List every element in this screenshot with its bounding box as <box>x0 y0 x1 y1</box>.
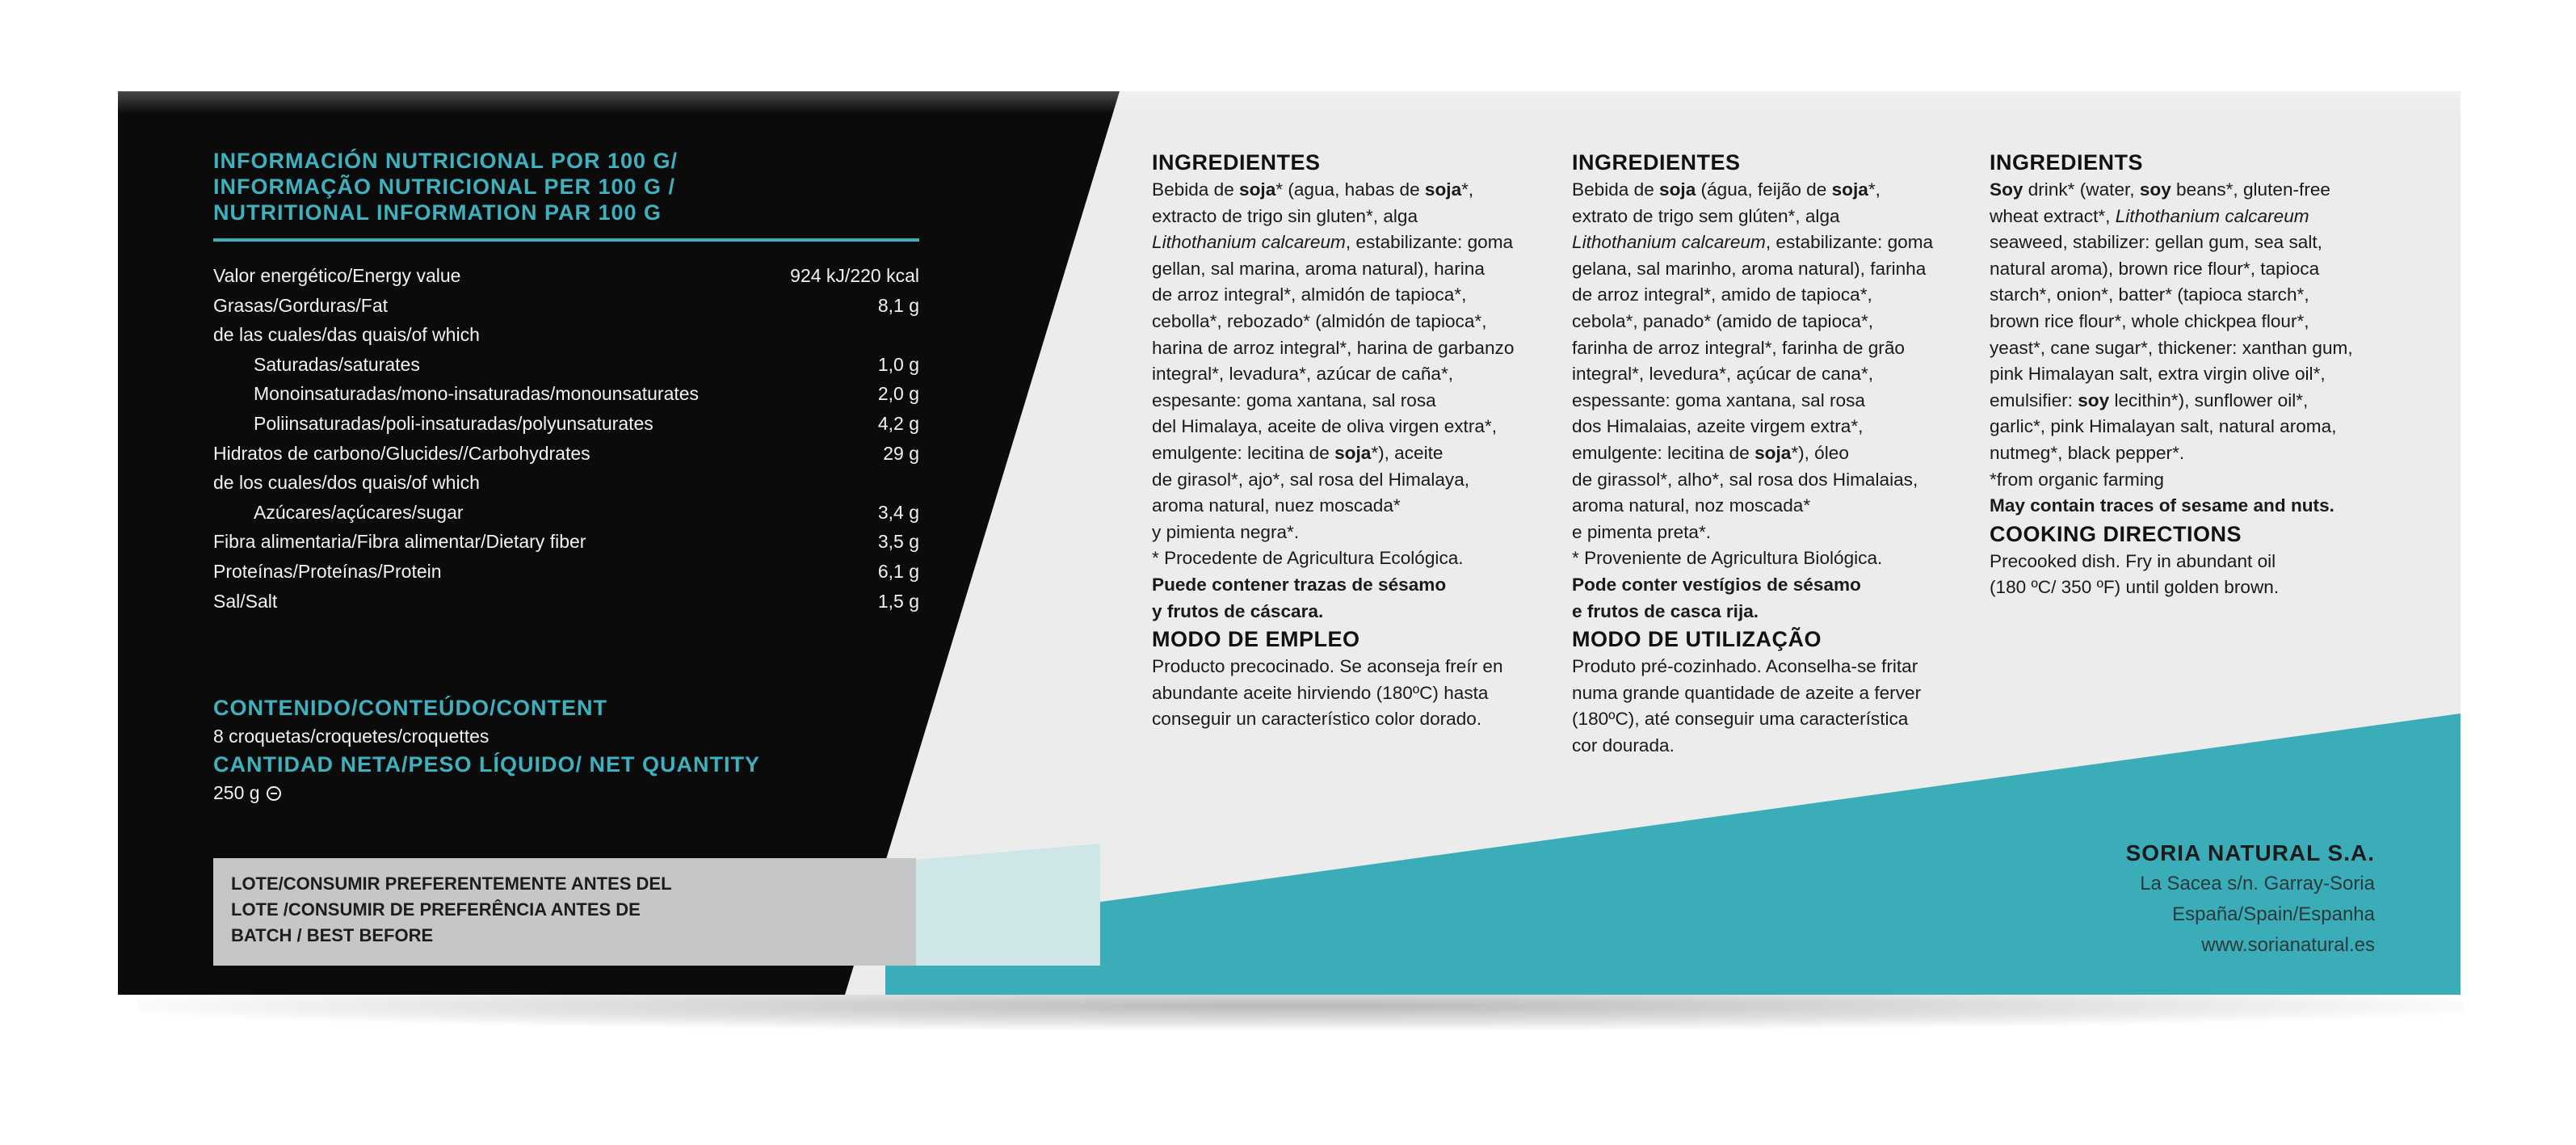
ingredient-segment: (água, feijão de <box>1696 179 1832 200</box>
ingredient-segment: * (agua, habas de <box>1275 179 1425 200</box>
ingredient-segment: y pimienta negra*. <box>1152 521 1300 542</box>
batch-box <box>213 858 916 966</box>
ingredient-segment: integral*, levadura*, azúcar de caña*, <box>1152 364 1454 385</box>
ingredients-column-pt <box>1572 148 1976 759</box>
content-count: 8 croquetas/croquetes/croquettes <box>213 726 490 747</box>
ingredient-bold-segment: soja <box>1239 179 1276 200</box>
ingredients-heading: INGREDIENTES <box>1572 150 1741 175</box>
ingredients-line <box>1152 229 1556 256</box>
nutrition-value: 2,0 g <box>877 383 919 405</box>
ingredients-line <box>1572 282 1976 309</box>
ingredient-segment: , estabilizante: goma <box>1345 232 1514 253</box>
ingredient-segment: emulgente: lecitina de <box>1572 442 1755 463</box>
ingredient-segment: de girasol*, ajo*, sal rosa del Himalaya, <box>1152 469 1470 490</box>
ingredients-line <box>1572 177 1976 204</box>
nutrition-label: de los cuales/dos quais/of which <box>213 472 480 494</box>
ingredient-bold-segment: soja <box>1424 179 1462 200</box>
ingredient-segment: extracto de trigo sin gluten*, alga <box>1152 205 1418 226</box>
ingredient-bold-segment: May contain traces of sesame and nuts. <box>1990 495 2334 516</box>
usage-line: conseguir un característico color dorado. <box>1152 709 1482 730</box>
nutrition-label: Saturadas/saturates <box>254 353 420 375</box>
batch-line: BATCH / BEST BEFORE <box>231 925 434 945</box>
ingredients-line <box>1990 414 2393 440</box>
nutrition-label: Sal/Salt <box>213 590 278 612</box>
nutrition-value: 8,1 g <box>877 294 919 316</box>
ingredients-line <box>1152 361 1556 388</box>
ingredients-line <box>1572 388 1976 415</box>
usage-text <box>1990 549 2393 601</box>
nutrition-label: Grasas/Gorduras/Fat <box>213 294 389 316</box>
ingredients-line <box>1990 229 2393 256</box>
ingredient-bold-segment: Soy <box>1990 179 2023 200</box>
batch-line: LOTE /CONSUMIR DE PREFERÊNCIA ANTES DE <box>231 899 641 920</box>
ingredient-segment: gellan, sal marina, aroma natural), harina <box>1152 258 1485 279</box>
ingredients-line <box>1152 572 1556 599</box>
ingredients-line <box>1990 256 2393 283</box>
ingredients-line <box>1990 440 2393 467</box>
ingredient-segment: cebola*, panado* (amido de tapioca*, <box>1572 310 1874 331</box>
ingredients-line <box>1572 256 1976 283</box>
ingredient-segment: del Himalaya, aceite de oliva virgen extra*, <box>1152 416 1497 437</box>
ingredients-line <box>1990 309 2393 335</box>
nutrition-divider <box>213 238 919 242</box>
ingredient-segment: seaweed, stabilizer: gellan gum, sea salt, <box>1990 232 2322 253</box>
ingredient-bold-segment: Pode conter vestígios de sésamo <box>1572 574 1861 595</box>
ingredient-segment: lecithin*), sunflower oil*, <box>2109 389 2309 410</box>
ingredients-heading: INGREDIENTES <box>1152 150 1321 175</box>
ingredients-line <box>1572 204 1976 230</box>
batch-text <box>231 871 683 949</box>
ingredients-text <box>1572 177 1976 625</box>
ingredient-segment: drink* (water, <box>2023 179 2140 200</box>
ingredient-segment: de arroz integral*, almidón de tapioca*, <box>1152 284 1467 305</box>
usage-text <box>1152 654 1556 733</box>
nutrition-label: Hidratos de carbono/Glucides//Carbohydrates <box>213 442 590 464</box>
net-quantity-row <box>213 779 940 806</box>
nutrition-row <box>213 557 919 587</box>
nutrition-label: Fibra alimentaria/Fibra alimentar/Dietary fiber <box>213 531 586 553</box>
ingredients-line <box>1152 493 1556 520</box>
ingredients-line <box>1152 414 1556 440</box>
ingredient-segment: espessante: goma xantana, sal rosa <box>1572 389 1865 410</box>
nutrition-title-line: NUTRITIONAL INFORMATION PAR 100 G <box>213 200 662 225</box>
nutrition-label: Valor energético/Energy value <box>213 265 461 286</box>
usage-line: (180ºC), até conseguir uma característica <box>1572 709 1909 730</box>
ingredients-line <box>1572 361 1976 388</box>
company-info <box>2126 838 2375 961</box>
ingredients-line <box>1152 545 1556 572</box>
ingredient-segment: *), aceite <box>1371 442 1443 463</box>
ingredient-segment: beans*, gluten-free <box>2170 179 2330 200</box>
ingredients-line <box>1572 309 1976 335</box>
nutrition-value: 4,2 g <box>877 412 919 434</box>
ingredient-segment: *from organic farming <box>1990 469 2164 490</box>
ingredient-segment: Lithothanium calcareum <box>2115 205 2309 226</box>
ingredient-segment: Bebida de <box>1152 179 1240 200</box>
nutrition-title <box>213 148 924 225</box>
usage-line: Produto pré-cozinhado. Aconselha-se fritar <box>1572 656 1918 677</box>
usage-line: Precooked dish. Fry in abundant oil <box>1990 550 2276 571</box>
ingredient-bold-segment: soy <box>2139 179 2171 200</box>
nutrition-label: Azúcares/açúcares/sugar <box>254 501 464 523</box>
ingredient-segment: gelana, sal marinho, aroma natural), farinha <box>1572 258 1927 279</box>
ingredients-line <box>1572 520 1976 546</box>
ingredients-line <box>1990 204 2393 230</box>
nutrition-title-line: INFORMACIÓN NUTRICIONAL POR 100 G/ <box>213 149 679 173</box>
nutrition-value: 6,1 g <box>877 560 919 582</box>
ingredients-column-en <box>1990 148 2393 601</box>
ingredients-line <box>1990 493 2393 520</box>
ingredient-segment: pink Himalayan salt, extra virgin olive oil*, <box>1990 364 2326 385</box>
ingredient-segment: yeast*, cane sugar*, thickener: xanthan gum, <box>1990 337 2353 358</box>
ingredient-segment: emulgente: lecitina de <box>1152 442 1335 463</box>
usage-heading: MODO DE EMPLEO <box>1152 627 1360 652</box>
ingredient-segment: de girassol*, alho*, sal rosa dos Himalaias, <box>1572 469 1918 490</box>
ingredient-segment: starch*, onion*, batter* (tapioca starch*, <box>1990 284 2309 305</box>
ingredients-line <box>1152 599 1556 625</box>
ingredient-segment: Lithothanium calcareum <box>1152 232 1346 253</box>
usage-line: abundante aceite hirviendo (180ºC) hasta <box>1152 682 1489 703</box>
ingredient-segment: garlic*, pink Himalayan salt, natural aroma, <box>1990 416 2337 437</box>
usage-line: cor dourada. <box>1572 735 1675 756</box>
nutrition-row <box>213 350 919 380</box>
ingredients-line <box>1990 177 2393 204</box>
nutrition-row <box>213 379 919 409</box>
nutrition-value: 1,5 g <box>877 590 919 612</box>
ingredient-bold-segment: y frutos de cáscara. <box>1152 600 1324 621</box>
ingredients-line <box>1152 282 1556 309</box>
ingredients-line <box>1572 467 1976 494</box>
ingredient-segment: nutmeg*, black pepper*. <box>1990 442 2185 463</box>
net-quantity-value: 250 g <box>213 782 260 803</box>
ingredient-segment: aroma natural, noz moscada* <box>1572 495 1811 516</box>
nutrition-value: 3,4 g <box>877 501 919 523</box>
ingredient-bold-segment: soja <box>1334 442 1372 463</box>
ingredients-line <box>1152 388 1556 415</box>
ingredient-segment: brown rice flour*, whole chickpea flour*, <box>1990 310 2309 331</box>
estimated-sign-icon <box>267 786 281 801</box>
ingredient-segment: * Proveniente de Agricultura Biológica. <box>1572 548 1883 569</box>
nutrition-label: Poliinsaturadas/poli-insaturadas/polyunsaturates <box>254 412 653 434</box>
ingredients-line <box>1572 493 1976 520</box>
ingredients-column-es <box>1152 148 1556 733</box>
ingredient-segment: *, <box>1868 179 1881 200</box>
nutrition-row <box>213 320 919 350</box>
ingredient-segment: cebolla*, rebozado* (almidón de tapioca*, <box>1152 310 1487 331</box>
ingredients-line <box>1152 520 1556 546</box>
nutrition-value: 1,0 g <box>877 353 919 375</box>
usage-line: numa grande quantidade de azeite a ferver <box>1572 682 1922 703</box>
nutrition-row <box>213 261 919 291</box>
ingredients-line <box>1572 599 1976 625</box>
ingredients-line <box>1990 335 2393 362</box>
ingredient-segment: *), óleo <box>1791 442 1849 463</box>
nutrition-row <box>213 527 919 557</box>
ingredient-segment: e pimenta preta*. <box>1572 521 1712 542</box>
nutrition-value: 3,5 g <box>877 531 919 553</box>
nutrition-row <box>213 439 919 469</box>
ingredient-segment: , estabilizante: goma <box>1765 232 1934 253</box>
nutrition-label: de las cuales/das quais/of which <box>213 324 480 346</box>
ingredient-segment: Lithothanium calcareum <box>1572 232 1766 253</box>
nutrition-value: 924 kJ/220 kcal <box>790 265 919 286</box>
ingredient-segment: aroma natural, nuez moscada* <box>1152 495 1401 516</box>
nutrition-value: 29 g <box>883 442 919 464</box>
ingredients-line <box>1572 229 1976 256</box>
ingredients-line <box>1152 256 1556 283</box>
nutrition-table <box>213 261 919 616</box>
ingredient-bold-segment: soja <box>1831 179 1868 200</box>
ingredient-bold-segment: Puede contener trazas de sésamo <box>1152 574 1447 595</box>
ingredients-line <box>1152 440 1556 467</box>
ingredient-segment: farinha de arroz integral*, farinha de grão <box>1572 337 1905 358</box>
ingredient-segment: Bebida de <box>1572 179 1660 200</box>
ingredients-line <box>1572 572 1976 599</box>
company-address: La Sacea s/n. Garray-Soria <box>2140 873 2375 895</box>
top-sheen <box>118 91 2460 114</box>
ingredients-line <box>1152 177 1556 204</box>
nutrition-row <box>213 498 919 528</box>
nutrition-row <box>213 587 919 617</box>
ingredient-bold-segment: soy <box>2078 389 2110 410</box>
nutrition-row <box>213 291 919 321</box>
net-quantity-heading: CANTIDAD NETA/PESO LÍQUIDO/ NET QUANTITY <box>213 752 761 777</box>
nutrition-row <box>213 409 919 439</box>
ingredients-line <box>1572 335 1976 362</box>
nutrition-title-line: INFORMAÇÃO NUTRICIONAL PER 100 G / <box>213 175 676 199</box>
ingredient-segment: integral*, levedura*, açúcar de cana*, <box>1572 364 1874 385</box>
content-heading: CONTENIDO/CONTEÚDO/CONTENT <box>213 696 607 720</box>
ingredient-segment: dos Himalaias, azeite virgem extra*, <box>1572 416 1864 437</box>
ingredient-segment: de arroz integral*, amido de tapioca*, <box>1572 284 1872 305</box>
usage-heading: COOKING DIRECTIONS <box>1990 521 2242 546</box>
ingredients-line <box>1990 361 2393 388</box>
batch-line: LOTE/CONSUMIR PREFERENTEMENTE ANTES DEL <box>231 873 672 894</box>
ingredients-line <box>1152 204 1556 230</box>
ingredients-line <box>1990 282 2393 309</box>
usage-line: (180 ºC/ 350 ºF) until golden brown. <box>1990 577 2280 598</box>
company-country: España/Spain/Espanha <box>2172 903 2375 925</box>
nutrition-row <box>213 468 919 498</box>
ingredient-segment: harina de arroz integral*, harina de garbanzo <box>1152 337 1515 358</box>
ingredient-bold-segment: soja <box>1659 179 1696 200</box>
nutrition-label: Proteínas/Proteínas/Protein <box>213 560 442 582</box>
ingredients-line <box>1990 467 2393 494</box>
ingredient-segment: espesante: goma xantana, sal rosa <box>1152 389 1436 410</box>
nutrition-label: Monoinsaturadas/mono-insaturadas/monounsaturates <box>254 383 700 405</box>
usage-text <box>1572 654 1976 759</box>
ingredients-heading: INGREDIENTS <box>1990 150 2144 175</box>
ingredients-text <box>1152 177 1556 625</box>
usage-line: Producto precocinado. Se aconseja freír en <box>1152 656 1503 677</box>
ingredient-bold-segment: e frutos de casca rija. <box>1572 600 1759 621</box>
content-block <box>213 693 940 806</box>
ingredient-segment: wheat extract*, <box>1990 205 2116 226</box>
ingredients-line <box>1152 335 1556 362</box>
ingredients-line <box>1152 467 1556 494</box>
ingredients-text <box>1990 177 2393 520</box>
company-website: www.sorianatural.es <box>2201 934 2375 956</box>
ingredient-segment: extrato de trigo sem glúten*, alga <box>1572 205 1840 226</box>
ingredients-line <box>1572 414 1976 440</box>
company-name: SORIA NATURAL S.A. <box>2125 840 2375 865</box>
ingredients-line <box>1152 309 1556 335</box>
ingredients-line <box>1572 545 1976 572</box>
ingredient-segment: *, <box>1461 179 1474 200</box>
ingredient-segment: emulsifier: <box>1990 389 2078 410</box>
ingredient-segment: natural aroma), brown rice flour*, tapioca <box>1990 258 2320 279</box>
ingredient-bold-segment: soja <box>1754 442 1792 463</box>
package-label <box>118 91 2460 995</box>
usage-heading: MODO DE UTILIZAÇÃO <box>1572 627 1822 652</box>
ingredient-segment: * Procedente de Agricultura Ecológica. <box>1152 548 1464 569</box>
ingredients-line <box>1990 388 2393 415</box>
ingredients-line <box>1572 440 1976 467</box>
